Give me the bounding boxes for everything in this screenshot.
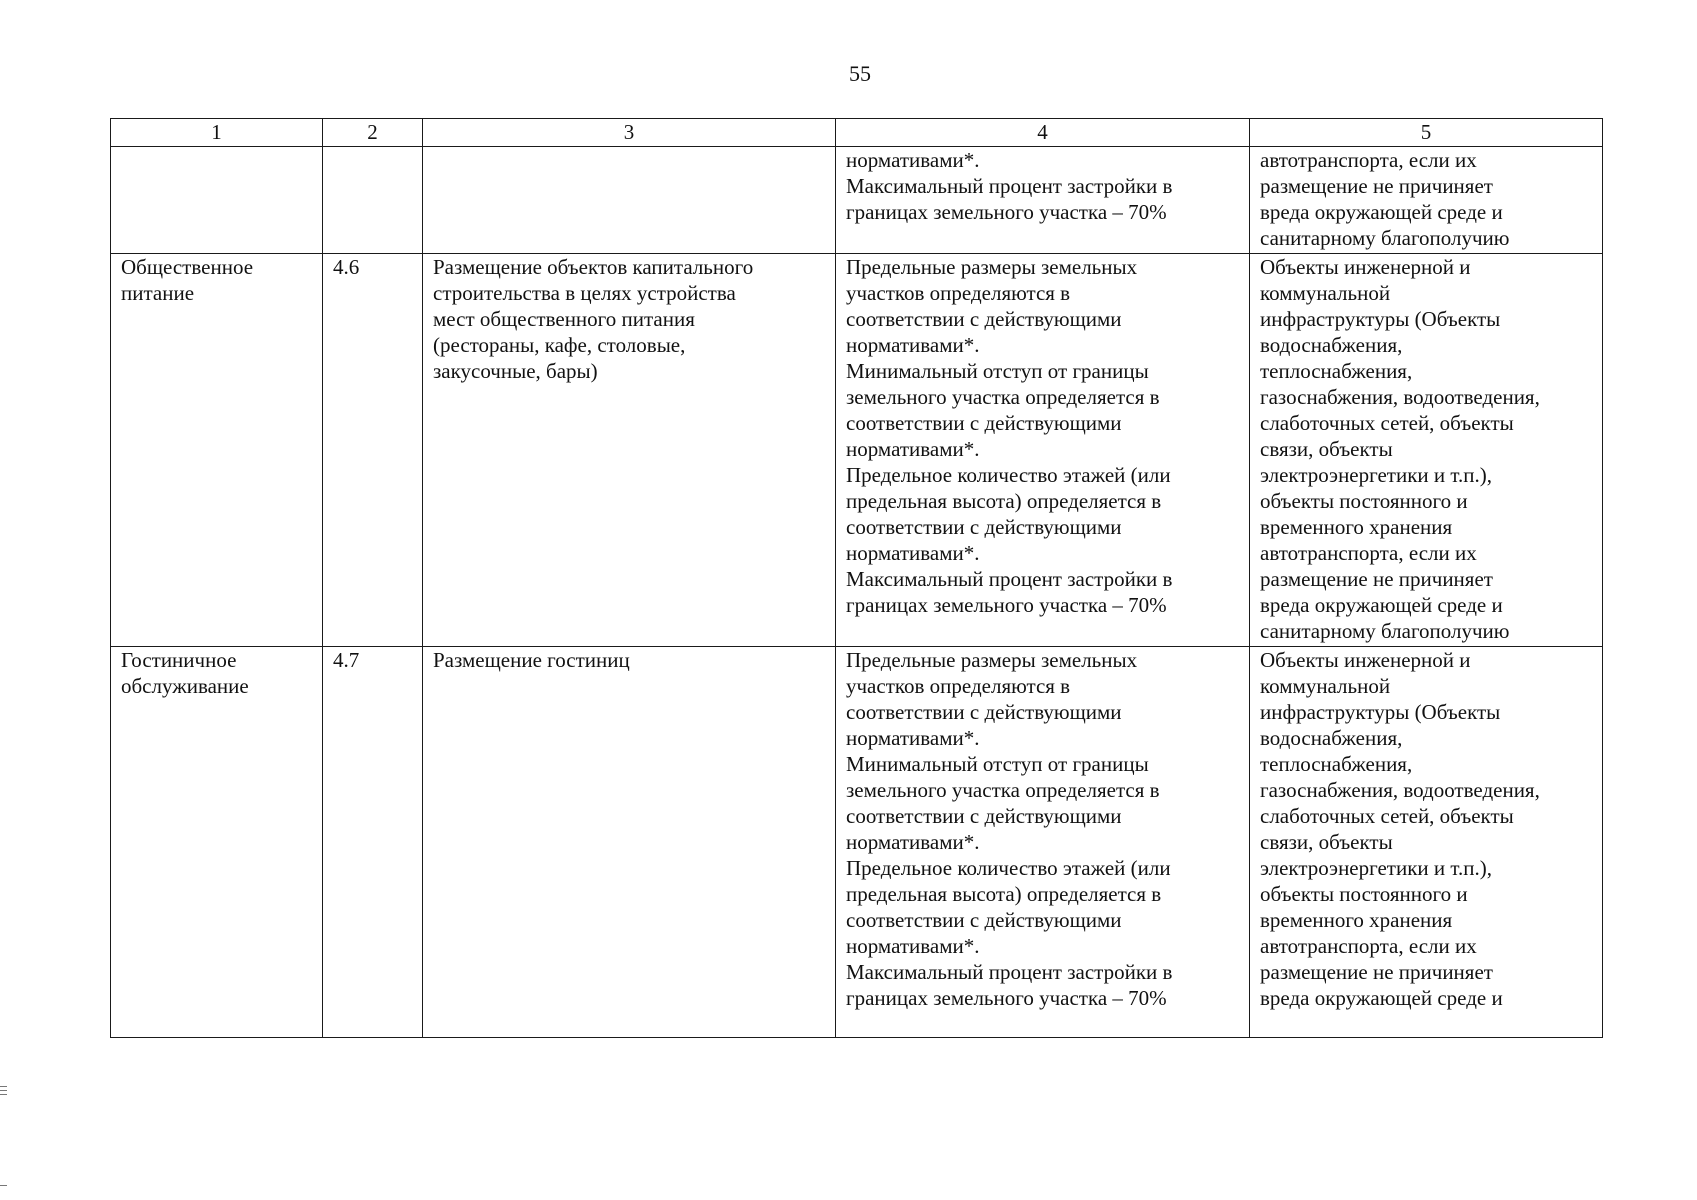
building-parameters-cell: Предельные размеры земельных участков определяются в соответствии с действующими нормативами*. Минимальный отступ от границы земельного участка определяется в соответствии с действующими нормативами*. Предельное количество этажей (или предельная высота) определяется в соответствии с действующими нормативами*. Максимальный процент застройки в границах земельного участка – 70% xyxy=(836,647,1250,1038)
scan-edge-mark xyxy=(0,1086,7,1087)
building-parameters-cell: нормативами*. Максимальный процент застройки в границах земельного участка – 70% xyxy=(836,147,1250,254)
use-code-cell xyxy=(323,147,423,254)
use-description-cell: Размещение гостиниц xyxy=(423,647,836,1038)
column-header-2: 2 xyxy=(323,119,423,147)
building-parameters-cell: Предельные размеры земельных участков определяются в соответствии с действующими нормативами*. Минимальный отступ от границы земельного участка определяется в соответствии с действующими нормативами*. Предельное количество этажей (или предельная высота) определяется в соответствии с действующими нормативами*. Максимальный процент застройки в границах земельного участка – 70% xyxy=(836,254,1250,647)
use-code-cell: 4.6 xyxy=(323,254,423,647)
table-row-public-catering xyxy=(111,254,1603,647)
auxiliary-uses-cell: автотранспорта, если их размещение не причиняет вреда окружающей среде и санитарному благополучию xyxy=(1250,147,1603,254)
table-header-row xyxy=(111,119,1603,147)
auxiliary-uses-cell: Объекты инженерной и коммунальной инфраструктуры (Объекты водоснабжения, теплоснабжения, газоснабжения, водоотведения, слаботочных сетей, объекты связи, объекты электроэнергетики и т.п.), объекты постоянного и временного хранения автотранспорта, если их размещение не причиняет вреда окружающей среде и санитарному благополучию xyxy=(1250,254,1603,647)
use-code-cell: 4.7 xyxy=(323,647,423,1038)
use-name-cell: Общественное питание xyxy=(111,254,323,647)
column-header-5: 5 xyxy=(1250,119,1603,147)
page-number: 55 xyxy=(849,61,871,86)
table-row-hotel-service xyxy=(111,647,1603,1038)
auxiliary-uses-cell: Объекты инженерной и коммунальной инфраструктуры (Объекты водоснабжения, теплоснабжения, газоснабжения, водоотведения, слаботочных сетей, объекты связи, объекты электроэнергетики и т.п.), объекты постоянного и временного хранения автотранспорта, если их размещение не причиняет вреда окружающей среде и xyxy=(1250,647,1603,1038)
scan-edge-mark xyxy=(0,1094,7,1095)
scan-edge-mark xyxy=(0,1185,7,1186)
use-name-cell xyxy=(111,147,323,254)
column-header-1: 1 xyxy=(111,119,323,147)
column-header-4: 4 xyxy=(836,119,1250,147)
scan-edge-mark xyxy=(0,1090,7,1091)
table-row-continuation xyxy=(111,147,1603,254)
use-description-cell xyxy=(423,147,836,254)
column-header-3: 3 xyxy=(423,119,836,147)
use-description-cell: Размещение объектов капитального строительства в целях устройства мест общественного питания (рестораны, кафе, столовые, закусочные, бары) xyxy=(423,254,836,647)
land-use-table xyxy=(110,118,1603,1038)
use-name-cell: Гостиничное обслуживание xyxy=(111,647,323,1038)
